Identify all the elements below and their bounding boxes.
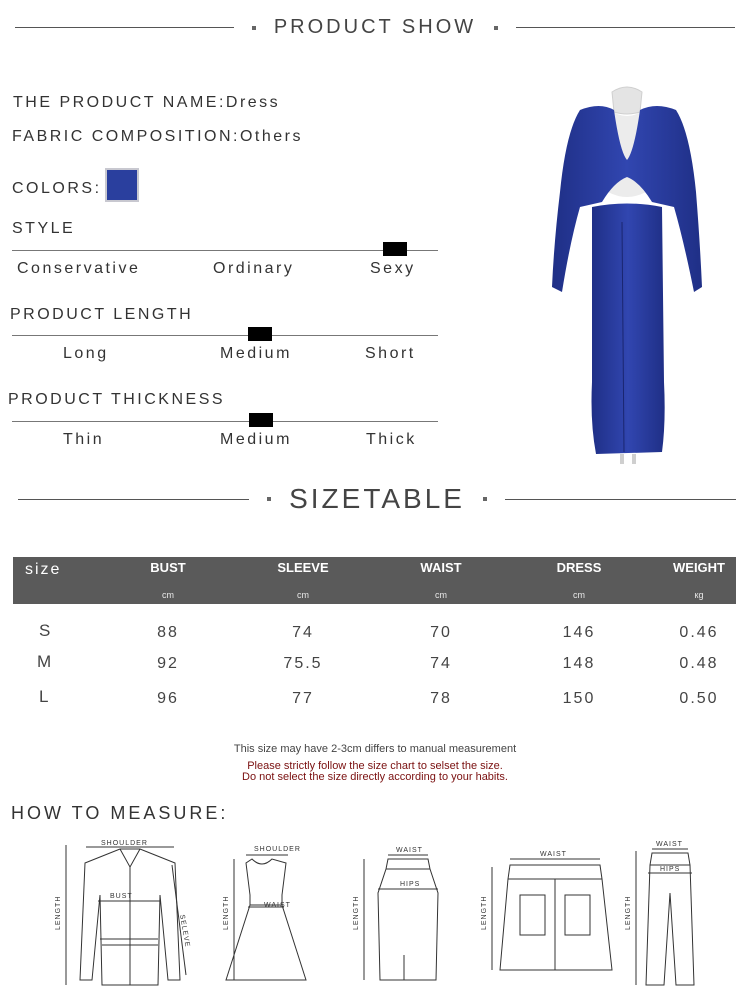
- label-length-pants: LENGTH: [625, 895, 632, 930]
- product-show-title: PRODUCT SHOW: [273, 16, 477, 38]
- column-dress: DRESS: [556, 560, 602, 575]
- cell-s-sleeve: 74: [292, 624, 314, 641]
- style-option-sexy: Sexy: [370, 260, 416, 277]
- measurement-diagrams: [0, 835, 750, 995]
- label-shoulder-dress: SHOULDER: [254, 846, 301, 853]
- unit-dress: cm: [573, 590, 585, 600]
- cell-l-sleeve: 77: [292, 690, 314, 707]
- scale-bar: [12, 335, 438, 336]
- divider-dot: [494, 26, 498, 30]
- label-waist-skirt: WAIST: [396, 847, 423, 854]
- divider-line: [15, 27, 234, 28]
- column-sleeve: SLEEVE: [277, 560, 329, 575]
- color-swatch-blue[interactable]: [105, 168, 139, 202]
- cell-l-dress: 150: [562, 690, 596, 707]
- pencil-skirt-diagram: [364, 855, 438, 980]
- divider-dot: [267, 497, 271, 501]
- how-to-measure-title: HOW TO MEASURE:: [11, 803, 229, 823]
- size-table-header: [13, 557, 736, 604]
- row-size-l: L: [39, 687, 49, 706]
- style-option-ordinary: Ordinary: [213, 260, 295, 277]
- unit-sleeve: cm: [297, 590, 309, 600]
- measurement-note: This size may have 2-3cm differs to manual measurement: [233, 743, 517, 755]
- divider-line: [505, 499, 736, 500]
- column-weight: WEIGHT: [673, 560, 725, 575]
- style-marker: [383, 242, 407, 256]
- cell-m-dress: 148: [562, 655, 596, 672]
- product-image: [540, 82, 715, 472]
- product-name-label: THE PRODUCT NAME:: [13, 94, 226, 111]
- cell-s-weight: 0.46: [679, 624, 719, 641]
- sleeveless-dress-diagram: [226, 855, 306, 980]
- jacket-diagram: [66, 845, 186, 985]
- cell-l-weight: 0.50: [679, 690, 719, 707]
- length-label: PRODUCT LENGTH: [10, 306, 194, 323]
- thickness-option-medium: Medium: [220, 431, 292, 448]
- thickness-scale: [12, 411, 438, 451]
- divider-dot: [483, 497, 487, 501]
- cell-l-bust: 96: [157, 690, 179, 707]
- label-hips-pants: HIPS: [660, 866, 681, 873]
- size-warning-2: Do not select the size directly according to your habits.: [242, 771, 508, 783]
- sizetable-header: [0, 483, 750, 515]
- product-name-row: [13, 94, 280, 112]
- fabric-value: Others: [239, 128, 303, 145]
- row-size-s: S: [39, 621, 51, 640]
- divider-line: [516, 27, 735, 28]
- label-waist-denim: WAIST: [540, 851, 567, 858]
- cell-m-weight: 0.48: [679, 655, 719, 672]
- colors-label: COLORS:: [12, 180, 102, 197]
- product-name-value: Dress: [225, 94, 281, 111]
- label-length-denim: LENGTH: [481, 895, 488, 930]
- length-scale: [12, 325, 438, 365]
- cell-m-bust: 92: [157, 655, 179, 672]
- cell-s-bust: 88: [157, 624, 179, 641]
- style-label: STYLE: [12, 220, 76, 237]
- fabric-row: [12, 128, 303, 146]
- label-length-skirt: LENGTH: [353, 895, 360, 930]
- row-size-m: M: [37, 652, 52, 671]
- cell-m-sleeve: 75.5: [283, 655, 323, 672]
- thickness-option-thick: Thick: [366, 431, 417, 448]
- unit-weight: кg: [694, 590, 704, 600]
- label-waist-dress: WAIST: [264, 902, 291, 909]
- length-option-short: Short: [365, 345, 416, 362]
- size-column-header: size: [25, 561, 62, 578]
- column-waist: WAIST: [420, 560, 462, 575]
- unit-bust: cm: [162, 590, 174, 600]
- thickness-option-thin: Thin: [63, 431, 105, 448]
- label-seleve: SELEVE: [178, 914, 191, 949]
- cell-m-waist: 74: [430, 655, 452, 672]
- label-shoulder: SHOULDER: [101, 840, 148, 847]
- thickness-marker: [249, 413, 273, 427]
- fabric-label: FABRIC COMPOSITION:: [12, 128, 240, 145]
- column-bust: BUST: [150, 560, 186, 575]
- size-warning-1: Please strictly follow the size chart to selset the size.: [247, 760, 503, 772]
- divider-line: [18, 499, 249, 500]
- style-scale: [12, 240, 438, 280]
- cell-s-waist: 70: [430, 624, 452, 641]
- sizetable-title: SIZETABLE: [289, 483, 465, 514]
- length-option-long: Long: [63, 345, 109, 362]
- label-length-dress: LENGTH: [223, 895, 230, 930]
- label-hips-skirt: HIPS: [400, 881, 421, 888]
- scale-bar: [12, 421, 438, 422]
- label-waist-pants: WAIST: [656, 841, 683, 848]
- cell-s-dress: 146: [562, 624, 596, 641]
- divider-dot: [252, 26, 256, 30]
- thickness-label: PRODUCT THICKNESS: [8, 391, 226, 408]
- unit-waist: cm: [435, 590, 447, 600]
- cell-l-waist: 78: [430, 690, 452, 707]
- denim-skirt-diagram: [492, 859, 612, 970]
- style-option-conservative: Conservative: [17, 260, 141, 277]
- label-length: LENGTH: [55, 895, 62, 930]
- length-marker: [248, 327, 272, 341]
- scale-bar: [12, 250, 438, 251]
- product-show-header: [0, 16, 750, 39]
- length-option-medium: Medium: [220, 345, 292, 362]
- label-bust: BUST: [110, 893, 133, 900]
